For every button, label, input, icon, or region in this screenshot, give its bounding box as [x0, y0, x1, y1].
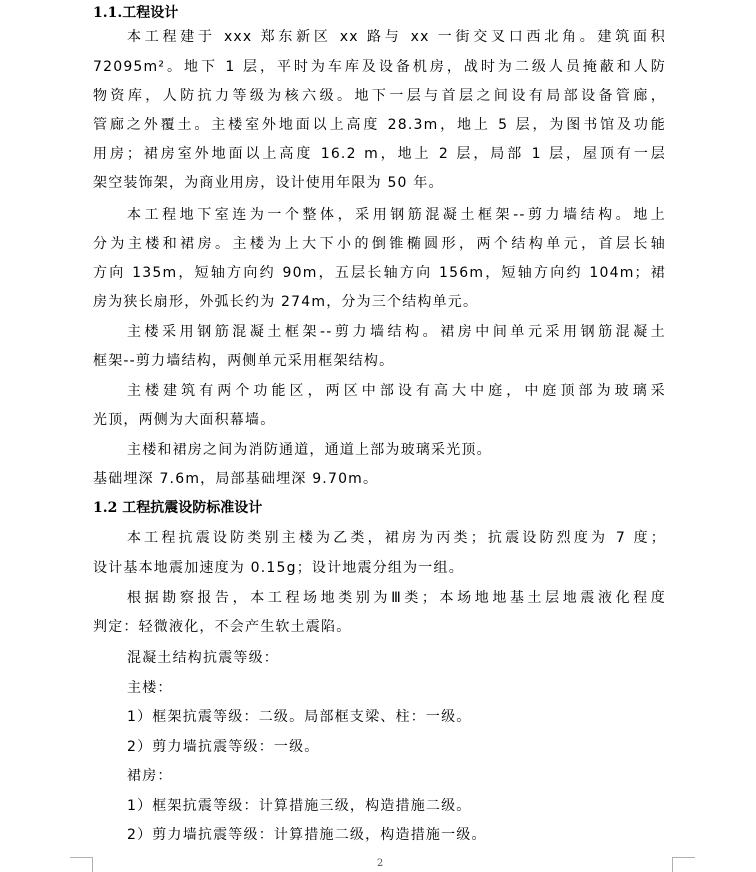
paragraph-line: 根据勘察报告，本工程场地类别为Ⅲ类；本场地地基土层地震液化程度: [127, 590, 666, 606]
paragraph-line: 主楼和裙房之间为消防通道，通道上部为玻璃采光顶。: [127, 442, 492, 458]
paragraph-line: 用房；裙房室外地面以上高度 16.2 m，地上 2 层，局部 1 层，屋顶有一层: [93, 146, 666, 162]
list-item: 1）框架抗震等级：计算措施三级，构造措施二级。: [127, 798, 472, 814]
list-heading: 裙房：: [127, 768, 173, 784]
page-corner-mark-right: [672, 857, 695, 872]
paragraph-line: 本工程抗震设防类别主楼为乙类，裙房为丙类；抗震设防烈度为 7 度；: [127, 530, 666, 546]
paragraph-line: 分为主楼和裙房。主楼为上大下小的倒锥椭圆形，两个结构单元，首层长轴: [93, 236, 666, 252]
page-number: 2: [376, 858, 384, 869]
page-corner-mark-left: [70, 857, 93, 872]
paragraph-line: 房为狭长扇形，外弧长约为 274m，分为三个结构单元。: [93, 294, 479, 310]
list-heading: 主楼：: [127, 680, 173, 696]
section-heading-1-2: 1.2 工程抗震设防标准设计: [93, 500, 263, 516]
paragraph-line: 架空装饰架，为商业用房，设计使用年限为 50 年。: [93, 175, 444, 191]
paragraph-line: 本工程地下室连为一个整体，采用钢筋混凝土框架--剪力墙结构。地上: [127, 207, 666, 223]
paragraph-line: 光顶，两侧为大面积幕墙。: [93, 412, 276, 428]
paragraph-line: 管廊之外覆土。主楼室外地面以上高度 28.3m，地上 5 层，为图书馆及功能: [93, 117, 666, 133]
paragraph-line: 框架--剪力墙结构，两侧单元采用框架结构。: [93, 353, 395, 369]
paragraph-line: 基础埋深 7.6m，局部基础埋深 9.70m。: [93, 471, 379, 487]
paragraph-line: 物资库，人防抗力等级为核六级。地下一层与首层之间设有局部设备管廊，: [93, 88, 666, 104]
paragraph-line: 主楼采用钢筋混凝土框架--剪力墙结构。裙房中间单元采用钢筋混凝土: [127, 324, 666, 340]
paragraph-line: 主楼建筑有两个功能区，两区中部设有高大中庭，中庭顶部为玻璃采: [127, 383, 666, 399]
paragraph-line: 72095m²。地下 1 层，平时为车库及设备机房，战时为二级人员掩蔽和人防: [93, 59, 666, 75]
paragraph-line: 方向 135m，短轴方向约 90m，五层长轴方向 156m，短轴方向约 104m；裙: [93, 265, 666, 281]
paragraph-line: 设计基本地震加速度为 0.15g；设计地震分组为一组。: [93, 560, 464, 576]
paragraph-line: 判定：轻微液化，不会产生软土震陷。: [93, 619, 352, 635]
list-heading: 混凝土结构抗震等级：: [127, 650, 279, 666]
section-heading-1-1: 1.1.工程设计: [93, 5, 179, 21]
list-item: 2）剪力墙抗震等级：计算措施二级，构造措施一级。: [127, 827, 487, 843]
list-item: 2）剪力墙抗震等级：一级。: [127, 739, 320, 755]
list-item: 1）框架抗震等级：二级。局部框支梁、柱：一级。: [127, 709, 472, 725]
paragraph-line: 本工程建于 xxx 郑东新区 xx 路与 xx 一街交叉口西北角。建筑面积: [127, 29, 666, 45]
